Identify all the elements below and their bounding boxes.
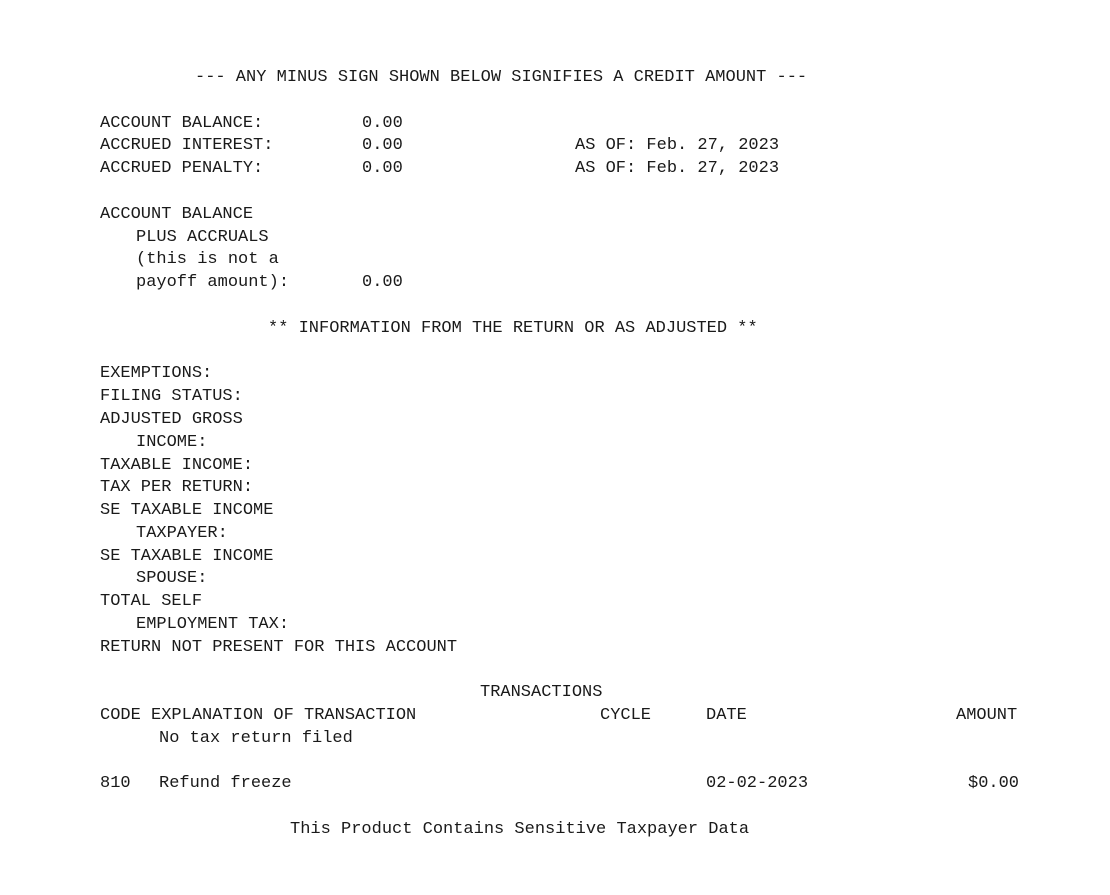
return-field-agi-income: INCOME:	[136, 433, 208, 452]
column-date: DATE	[706, 706, 747, 725]
return-field-tax-per-return: TAX PER RETURN:	[100, 478, 254, 497]
return-field-se-taxable-income: SE TAXABLE INCOME	[100, 501, 274, 520]
column-cycle: CYCLE	[600, 706, 652, 725]
balance-plus-accruals-value: 0.00	[362, 273, 403, 292]
credit-notice: --- ANY MINUS SIGN SHOWN BELOW SIGNIFIES A CREDIT AMOUNT ---	[195, 68, 808, 87]
column-amount: AMOUNT	[956, 706, 1018, 725]
return-field-employment-tax: EMPLOYMENT TAX:	[136, 615, 290, 634]
sensitive-data-footer: This Product Contains Sensitive Taxpayer Data	[290, 820, 750, 839]
accrued-penalty-label: ACCRUED PENALTY:	[100, 159, 264, 178]
return-field-se-spouse: SPOUSE:	[136, 569, 208, 588]
balance-plus-accruals-line: payoff amount):	[136, 273, 290, 292]
account-balance-label: ACCOUNT BALANCE:	[100, 114, 264, 133]
balance-plus-accruals-line: PLUS ACCRUALS	[136, 228, 269, 247]
return-field-se-taxable-income: SE TAXABLE INCOME	[100, 547, 274, 566]
column-code-explanation: CODE EXPLANATION OF TRANSACTION	[100, 706, 417, 725]
accrued-interest-value: 0.00	[362, 136, 403, 155]
accrued-interest-as-of: AS OF: Feb. 27, 2023	[575, 136, 780, 155]
accrued-penalty-as-of: AS OF: Feb. 27, 2023	[575, 159, 780, 178]
return-not-present-note: RETURN NOT PRESENT FOR THIS ACCOUNT	[100, 638, 458, 657]
return-info-heading: ** INFORMATION FROM THE RETURN OR AS ADJUSTED **	[268, 319, 758, 338]
transaction-amount: $0.00	[968, 774, 1020, 793]
balance-plus-accruals-line: (this is not a	[136, 250, 279, 269]
account-balance-value: 0.00	[362, 114, 403, 133]
transactions-heading: TRANSACTIONS	[480, 683, 603, 702]
return-field-filing-status: FILING STATUS:	[100, 387, 243, 406]
transaction-code: 810	[100, 774, 131, 793]
return-field-se-taxpayer: TAXPAYER:	[136, 524, 228, 543]
balance-plus-accruals-line: ACCOUNT BALANCE	[100, 205, 254, 224]
accrued-interest-label: ACCRUED INTEREST:	[100, 136, 274, 155]
return-field-taxable-income: TAXABLE INCOME:	[100, 456, 254, 475]
return-field-agi: ADJUSTED GROSS	[100, 410, 243, 429]
transactions-note: No tax return filed	[159, 729, 353, 748]
return-field-exemptions: EXEMPTIONS:	[100, 364, 213, 383]
accrued-penalty-value: 0.00	[362, 159, 403, 178]
transaction-explanation: Refund freeze	[159, 774, 292, 793]
transaction-date: 02-02-2023	[706, 774, 809, 793]
return-field-total-self: TOTAL SELF	[100, 592, 203, 611]
